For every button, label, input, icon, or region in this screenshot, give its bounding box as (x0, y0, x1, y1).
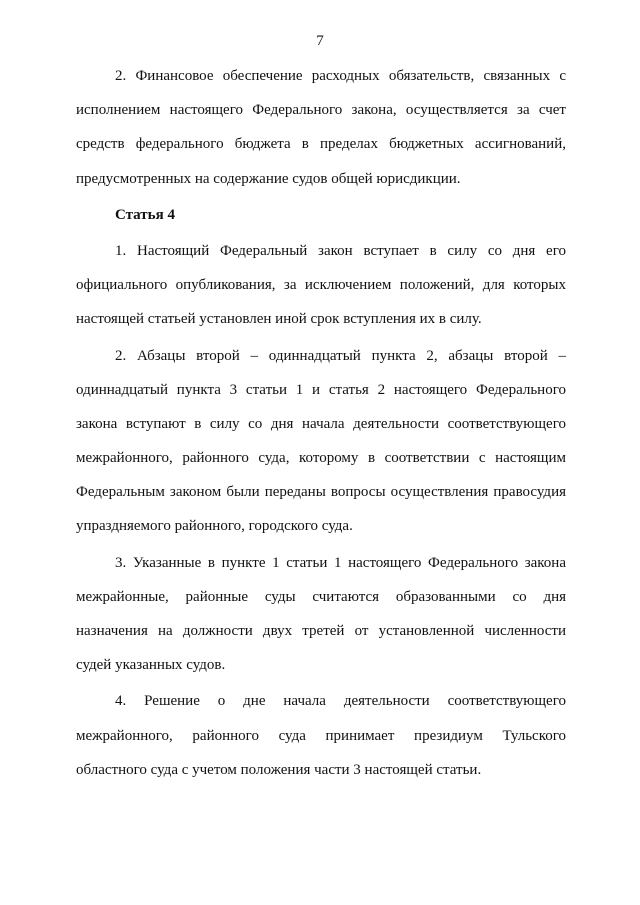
text-line: средств федерального бюджета в пределах бюджетных ассигнований, (76, 136, 566, 153)
text-line: исполнением настоящего Федерального закона, осуществляется за счет (76, 102, 566, 119)
paragraph-1 (76, 59, 566, 196)
text-line: 2. Абзацы второй – одиннадцатый пункта 2, абзацы второй – (115, 347, 566, 364)
text-line: 3. Указанные в пункте 1 статьи 1 настоящего Федерального закона (115, 554, 566, 571)
text-line: предусмотренных на содержание судов общей юрисдикции. (76, 170, 461, 187)
text-line: межрайонного, районного суда, которому в соответствии с настоящим (76, 450, 566, 467)
text-line: судей указанных судов. (76, 657, 226, 674)
paragraph-4 (76, 546, 566, 683)
text-line: одиннадцатый пункта 3 статьи 1 и статья 2 настоящего Федерального (76, 381, 566, 398)
text-line: настоящей статьей установлен иной срок вступления их в силу. (76, 311, 482, 328)
text-line: 1. Настоящий Федеральный закон вступает в силу со дня его (115, 242, 566, 259)
text-line: официального опубликования, за исключением положений, для которых (76, 277, 566, 294)
text-line: Федеральным законом были переданы вопросы осуществления правосудия (76, 484, 566, 501)
document-body (76, 59, 566, 787)
text-line: межрайонного, районного суда принимает президиум Тульского (76, 727, 566, 744)
text-line: областного суда с учетом положения части 3 настоящей статьи. (76, 761, 482, 778)
text-line: 2. Финансовое обеспечение расходных обязательств, связанных с (115, 68, 566, 84)
page-number: 7 (316, 33, 324, 49)
text-line: 4. Решение о дне начала деятельности соответствующего (115, 693, 566, 710)
text-line: назначения на должности двух третей от установленной численности (76, 623, 566, 639)
text-line: упраздняемого районного, городского суда. (76, 518, 353, 535)
paragraph-3 (76, 339, 566, 544)
paragraph-5 (76, 684, 566, 787)
text-line: закона вступают в силу со дня начала деятельности соответствующего (76, 415, 566, 432)
paragraph-2 (76, 234, 566, 337)
article-heading: Статья 4 (115, 206, 175, 223)
text-line: межрайонные, районные суды считаются образованными со дня (76, 588, 566, 605)
